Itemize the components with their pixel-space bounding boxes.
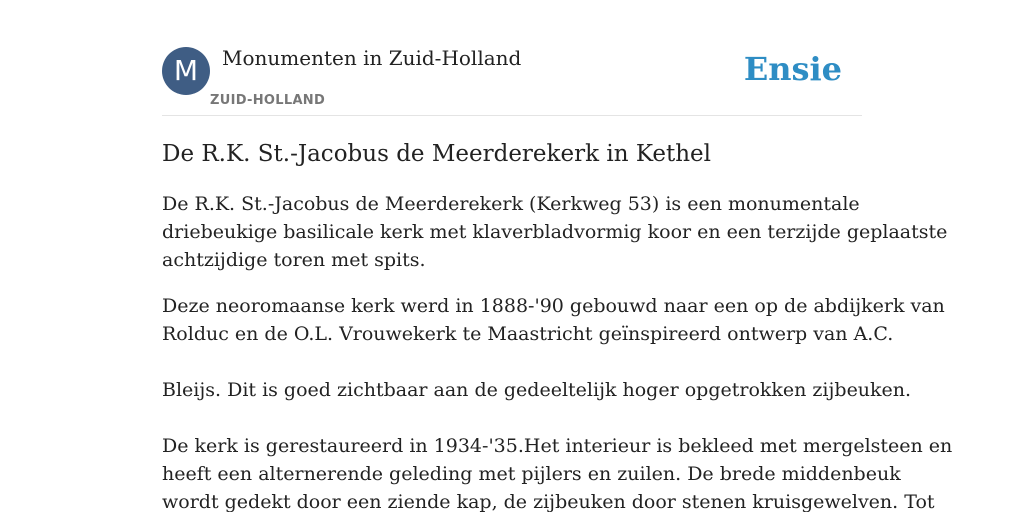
line-break-gap bbox=[162, 348, 862, 376]
header-divider bbox=[162, 115, 862, 116]
text-line: Bleijs. Dit is goed zichtbaar aan de gedeeltelijk hoger opgetrokken zijbeuken. bbox=[162, 379, 912, 401]
avatar[interactable]: M bbox=[162, 47, 210, 95]
article bbox=[162, 138, 953, 512]
text-line: wordt gedekt door een ziende kap, de zijbeuken door stenen kruisgewelven. Tot bbox=[162, 491, 935, 512]
line-break-gap bbox=[162, 404, 862, 432]
article-paragraph-2 bbox=[162, 292, 953, 512]
article-title: De R.K. St.-Jacobus de Meerderekerk in Kethel bbox=[162, 141, 712, 167]
text-line: Deze neoromaanse kerk werd in 1888-'90 gebouwd naar een op de abdijkerk van bbox=[162, 295, 945, 317]
article-paragraph-1 bbox=[162, 190, 948, 274]
text-line: heeft een alternerende geleding met pijlers en zuilen. De brede middenbeuk bbox=[162, 463, 901, 485]
text-line: driebeukige basilicale kerk met klaverbladvormig koor en een terzijde geplaatste bbox=[162, 221, 948, 243]
brand-logo-link[interactable]: Ensie bbox=[743, 50, 842, 88]
text-line: Rolduc en de O.L. Vrouwekerk te Maastricht geïnspireerd ontwerp van A.C. bbox=[162, 323, 894, 345]
group-subtitle: ZUID-HOLLAND bbox=[210, 93, 326, 108]
group-title-link[interactable]: Monumenten in Zuid-Holland bbox=[222, 46, 522, 70]
header bbox=[162, 46, 862, 116]
text-line: De R.K. St.-Jacobus de Meerderekerk (Kerkweg 53) is een monumentale bbox=[162, 193, 860, 215]
text-line: achtzijdige toren met spits. bbox=[162, 249, 426, 271]
text-line: De kerk is gerestaureerd in 1934-'35.Het interieur is bekleed met mergelsteen en bbox=[162, 435, 953, 457]
